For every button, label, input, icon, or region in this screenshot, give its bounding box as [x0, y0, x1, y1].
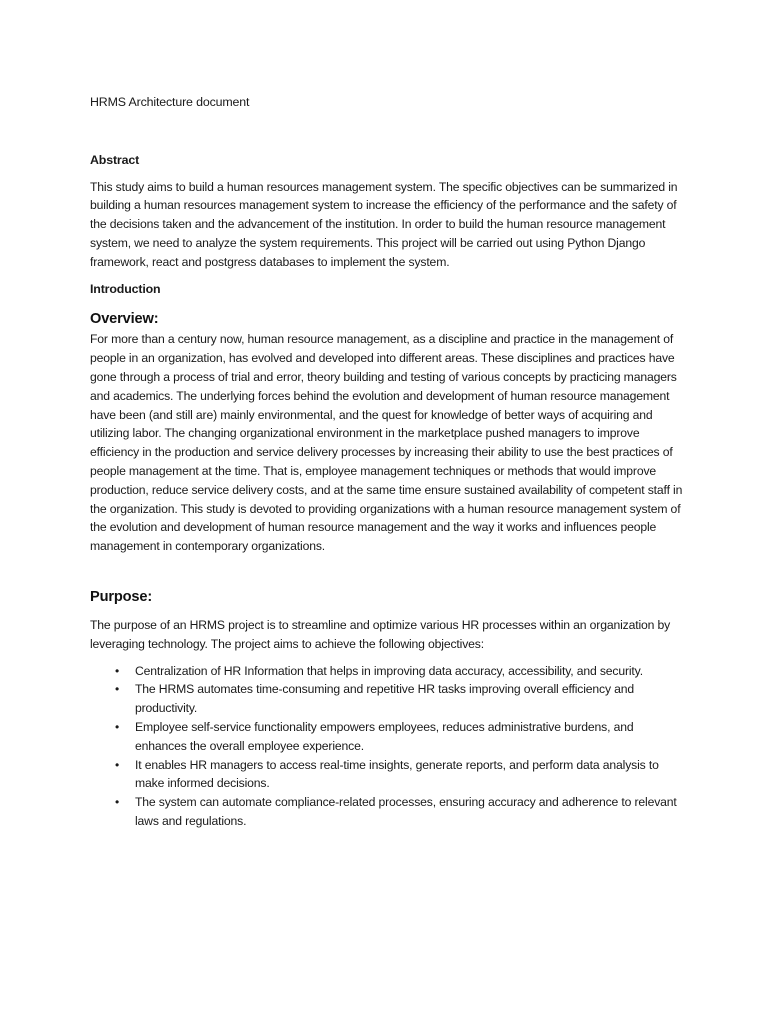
purpose-paragraph: The purpose of an HRMS project is to streamline and optimize various HR processes within an organization by leveraging technology. The project aims to achieve the following objectives: [90, 617, 671, 651]
overview-paragraph: For more than a century now, human resource management, as a discipline and practice in the management of people in an organization, has evolved and developed into different areas. These disciplines and practices have gone through a process of trial and error, theory building and testing of various concepts by practicing managers and academics. The underlying forces behind the evolution and development of human resource management have been (and still are) mainly environmental, and the quest for knowledge of better ways of acquiring and utilizing labor. The changing organizational environment in the marketplace pushed managers to improve efficiency in the production and service delivery processes by increasing their ability to use the best practices of people management at the time. That is, employee management techniques or methods that would improve production, reduce service delivery costs, and at the same time ensure sustained availability of competent staff in the organization. This study is devoted to providing organizations with a human resource management system of the evolution and development of human resource management and the way it works and influences people management in contemporary organizations. [90, 332, 683, 554]
list-item-text: The system can automate compliance-related processes, ensuring accuracy and adherence to relevant laws and regulations. [135, 795, 677, 828]
bullet-icon: • [115, 719, 120, 734]
bullet-icon: • [115, 795, 120, 810]
overview-heading: Overview: [90, 311, 159, 328]
bullet-icon: • [115, 682, 120, 697]
list-item-text: Employee self-service functionality empowers employees, reduces administrative burdens, and enhances the overall employee experience. [135, 719, 634, 753]
document-title: HRMS Architecture document [90, 95, 250, 109]
abstract-heading: Abstract [90, 152, 140, 167]
document-page [90, 93, 686, 831]
list-item-text: The HRMS automates time-consuming and repetitive HR tasks improving overall efficiency and productivity. [135, 682, 635, 716]
list-item [115, 662, 686, 681]
purpose-heading: Purpose: [90, 588, 153, 605]
bullet-icon: • [115, 757, 120, 772]
introduction-heading: Introduction [90, 281, 161, 296]
objectives-list [90, 662, 686, 831]
list-item [115, 756, 686, 794]
list-item [115, 793, 686, 831]
list-item [115, 680, 686, 718]
list-item-text: Centralization of HR Information that helps in improving data accuracy, accessibility, and security. [135, 663, 643, 678]
abstract-paragraph: This study aims to build a human resources management system. The specific objectives can be summarized in building a human resources management system to increase the efficiency of the performance and the safety of the decisions taken and the advancement of the institution. In order to build the human resource management system, we need to analyze the system requirements. This project will be carried out using Python Django framework, react and postgress databases to implement the system. [90, 179, 678, 269]
list-item-text: It enables HR managers to access real-time insights, generate reports, and perform data analysis to make informed decisions. [135, 757, 659, 791]
list-item [115, 718, 686, 756]
bullet-icon: • [115, 663, 120, 678]
